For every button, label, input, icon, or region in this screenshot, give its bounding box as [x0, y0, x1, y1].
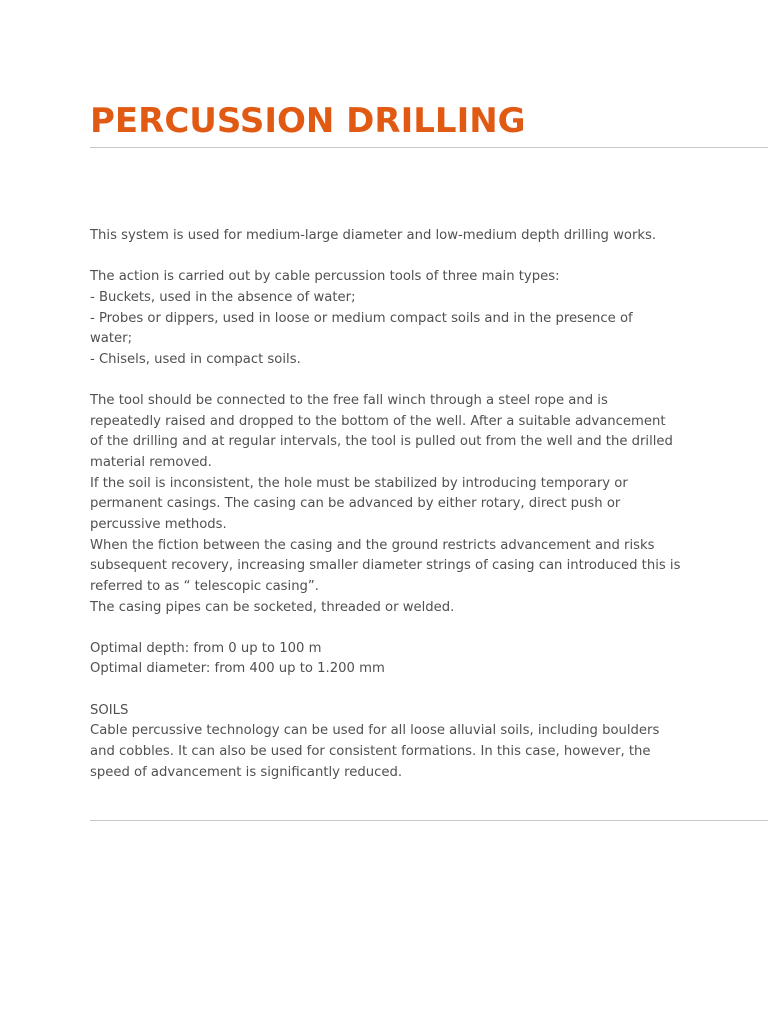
text-line: When the fiction between the casing and the ground restricts advancement and risks [90, 537, 655, 553]
text-line: subsequent recovery, increasing smaller diameter strings of casing can introduced this is [90, 558, 681, 574]
text-line: Cable percussive technology can be used for all loose alluvial soils, including boulders [90, 723, 660, 739]
text-line: and cobbles. It can also be used for consistent formations. In this case, however, the [90, 744, 651, 760]
list-item: water; [90, 331, 133, 347]
optimal-depth: Optimal depth: from 0 up to 100 m [90, 640, 322, 656]
text-line: If the soil is inconsistent, the hole must be stabilized by introducing temporary or [90, 475, 628, 491]
text-line: repeatedly raised and dropped to the bottom of the well. After a suitable advancement [90, 413, 666, 429]
text-line: The casing pipes can be socketed, threaded or welded. [90, 599, 455, 615]
title-divider [90, 147, 768, 148]
text-line: percussive methods. [90, 516, 227, 532]
page-title: PERCUSSION DRILLING [90, 101, 526, 141]
text-line: speed of advancement is significantly reduced. [90, 764, 403, 780]
text-line: The action is carried out by cable percussion tools of three main types: [90, 269, 560, 285]
text-line: of the drilling and at regular intervals, the tool is pulled out from the well and the drilled [90, 434, 673, 450]
text-line: permanent casings. The casing can be advanced by either rotary, direct push or [90, 496, 621, 512]
bottom-divider [90, 820, 768, 821]
body-text [90, 226, 682, 783]
list-item: - Chisels, used in compact soils. [90, 351, 301, 367]
list-item: - Buckets, used in the absence of water; [90, 289, 356, 305]
optimal-diameter: Optimal diameter: from 400 up to 1.200 mm [90, 661, 385, 677]
list-item: - Probes or dippers, used in loose or medium compact soils and in the presence of [90, 310, 633, 326]
section-heading-soils: SOILS [90, 702, 129, 718]
text-line: referred to as “ telescopic casing”. [90, 578, 319, 594]
blank-line [90, 247, 682, 268]
text-line: This system is used for medium-large diameter and low-medium depth drilling works. [90, 228, 657, 243]
blank-line [90, 680, 682, 701]
blank-line [90, 370, 682, 391]
text-line: material removed. [90, 455, 212, 471]
text-line: The tool should be connected to the free fall winch through a steel rope and is [90, 393, 608, 409]
blank-line [90, 618, 682, 639]
